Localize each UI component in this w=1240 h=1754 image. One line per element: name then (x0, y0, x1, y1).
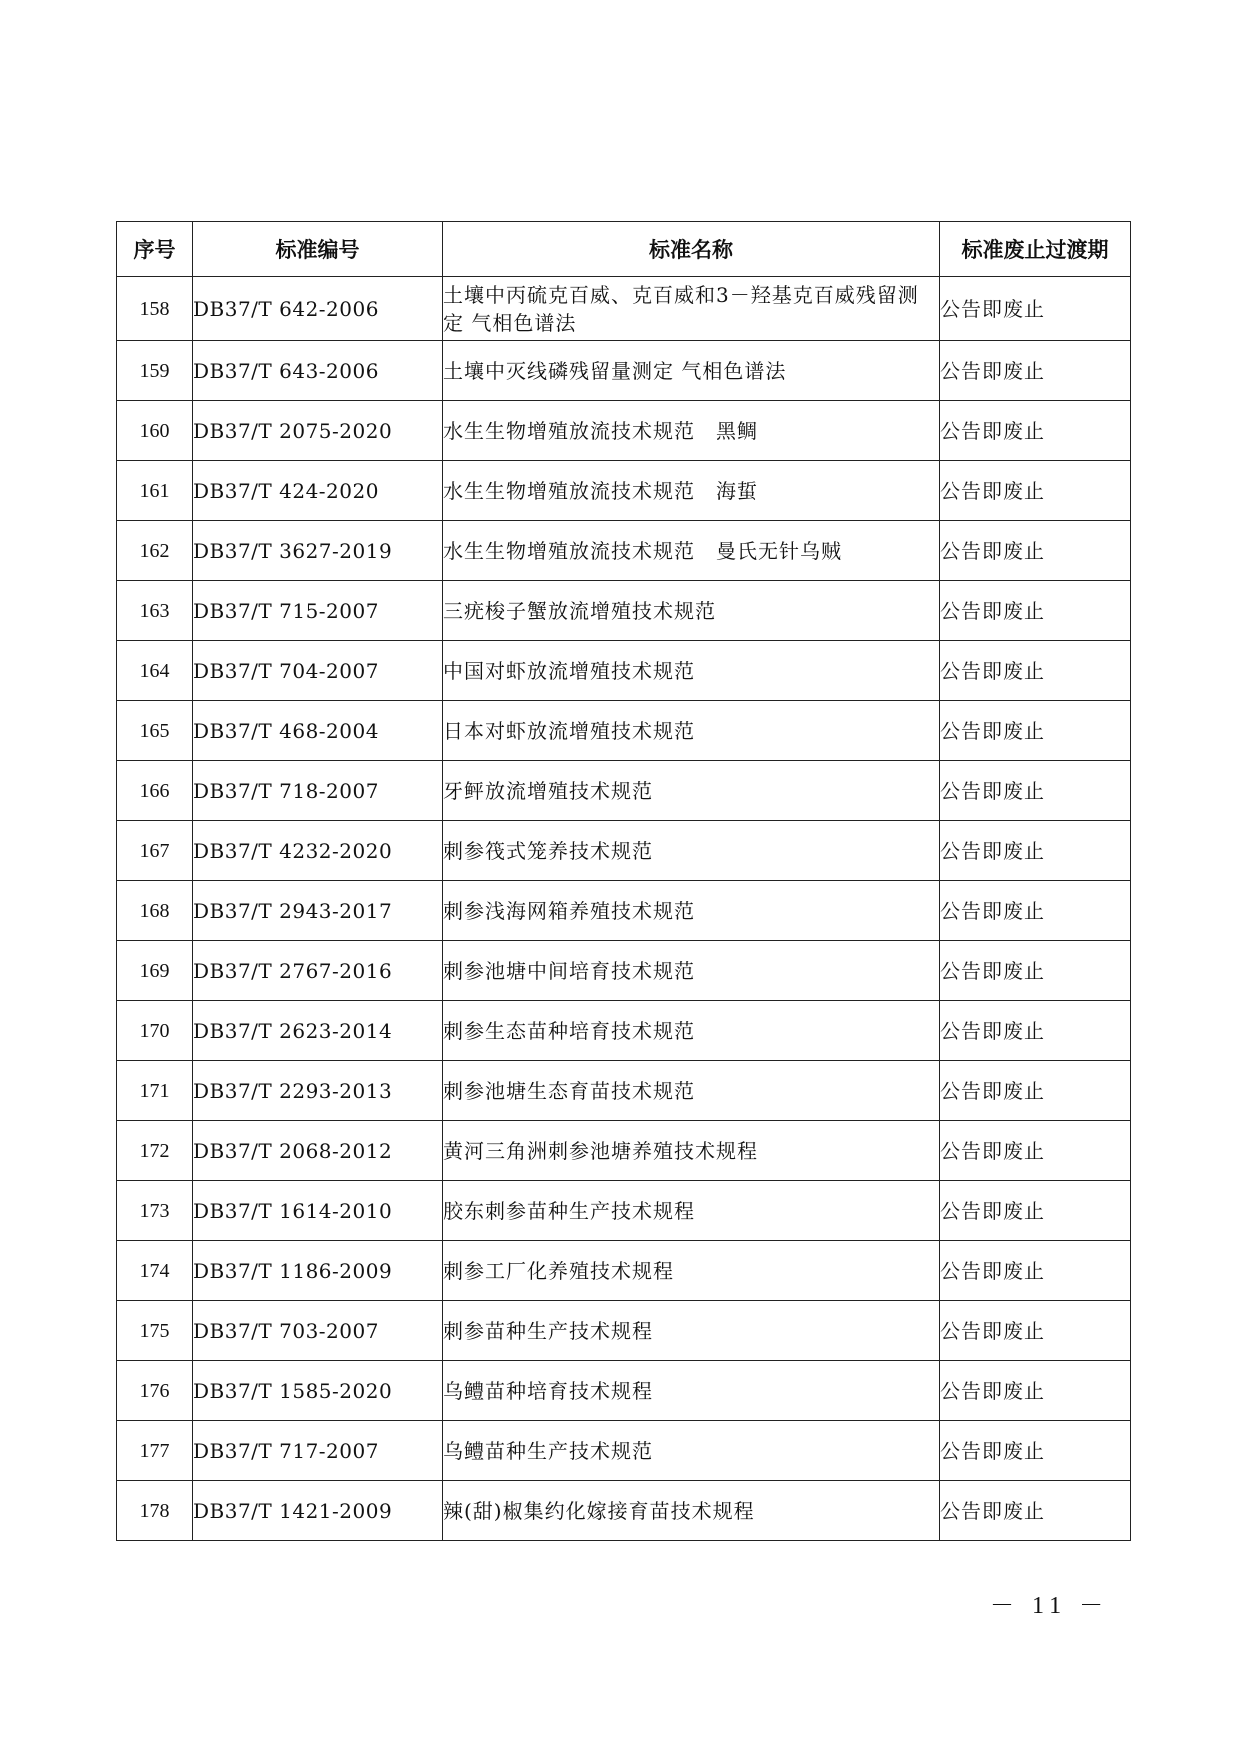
cell-seq: 176 (117, 1361, 193, 1421)
cell-period: 公告即废止 (940, 341, 1131, 401)
header-code: 标准编号 (193, 222, 443, 277)
table-row (117, 701, 1131, 761)
table-row (117, 941, 1131, 1001)
cell-name: 刺参工厂化养殖技术规程 (443, 1241, 940, 1301)
cell-name: 辣(甜)椒集约化嫁接育苗技术规程 (443, 1481, 940, 1541)
cell-period: 公告即废止 (940, 1181, 1131, 1241)
cell-code: DB37/T 2293-2013 (193, 1061, 443, 1121)
cell-name: 三疣梭子蟹放流增殖技术规范 (443, 581, 940, 641)
cell-name: 刺参池塘生态育苗技术规范 (443, 1061, 940, 1121)
table-row (117, 1481, 1131, 1541)
cell-name: 土壤中丙硫克百威、克百威和3－羟基克百威残留测定 气相色谱法 (443, 277, 940, 341)
cell-code: DB37/T 715-2007 (193, 581, 443, 641)
cell-seq: 167 (117, 821, 193, 881)
cell-period: 公告即废止 (940, 881, 1131, 941)
table-row (117, 1001, 1131, 1061)
cell-period: 公告即废止 (940, 1361, 1131, 1421)
cell-name: 中国对虾放流增殖技术规范 (443, 641, 940, 701)
table-header-row (117, 222, 1131, 277)
cell-name: 水生生物增殖放流技术规范 曼氏无针乌贼 (443, 521, 940, 581)
cell-period: 公告即废止 (940, 761, 1131, 821)
table-row (117, 461, 1131, 521)
cell-code: DB37/T 717-2007 (193, 1421, 443, 1481)
cell-seq: 169 (117, 941, 193, 1001)
cell-period: 公告即废止 (940, 1301, 1131, 1361)
table-row (117, 341, 1131, 401)
cell-code: DB37/T 424-2020 (193, 461, 443, 521)
cell-seq: 175 (117, 1301, 193, 1361)
cell-name: 水生生物增殖放流技术规范 黑鲷 (443, 401, 940, 461)
standards-abolition-table (116, 221, 1131, 1541)
cell-seq: 174 (117, 1241, 193, 1301)
cell-code: DB37/T 2075-2020 (193, 401, 443, 461)
cell-seq: 178 (117, 1481, 193, 1541)
cell-name: 牙鲆放流增殖技术规范 (443, 761, 940, 821)
table-row (117, 277, 1131, 341)
cell-seq: 163 (117, 581, 193, 641)
cell-name: 刺参苗种生产技术规程 (443, 1301, 940, 1361)
cell-name: 刺参生态苗种培育技术规范 (443, 1001, 940, 1061)
cell-seq: 161 (117, 461, 193, 521)
cell-code: DB37/T 1585-2020 (193, 1361, 443, 1421)
cell-code: DB37/T 704-2007 (193, 641, 443, 701)
cell-seq: 166 (117, 761, 193, 821)
table-row (117, 1421, 1131, 1481)
cell-seq: 164 (117, 641, 193, 701)
cell-name: 刺参池塘中间培育技术规范 (443, 941, 940, 1001)
cell-seq: 158 (117, 277, 193, 341)
cell-period: 公告即废止 (940, 1481, 1131, 1541)
cell-seq: 160 (117, 401, 193, 461)
cell-seq: 172 (117, 1121, 193, 1181)
cell-code: DB37/T 1614-2010 (193, 1181, 443, 1241)
cell-name: 土壤中灭线磷残留量测定 气相色谱法 (443, 341, 940, 401)
cell-code: DB37/T 718-2007 (193, 761, 443, 821)
table-row (117, 821, 1131, 881)
cell-period: 公告即废止 (940, 1001, 1131, 1061)
cell-seq: 165 (117, 701, 193, 761)
cell-name: 胶东刺参苗种生产技术规程 (443, 1181, 940, 1241)
table-row (117, 521, 1131, 581)
cell-name: 水生生物增殖放流技术规范 海蜇 (443, 461, 940, 521)
table-row (117, 401, 1131, 461)
cell-name: 刺参筏式笼养技术规范 (443, 821, 940, 881)
page-number: － 11 － (990, 1593, 1110, 1619)
cell-code: DB37/T 703-2007 (193, 1301, 443, 1361)
cell-period: 公告即废止 (940, 521, 1131, 581)
cell-period: 公告即废止 (940, 1061, 1131, 1121)
cell-code: DB37/T 4232-2020 (193, 821, 443, 881)
cell-code: DB37/T 1421-2009 (193, 1481, 443, 1541)
cell-seq: 170 (117, 1001, 193, 1061)
table-row (117, 1241, 1131, 1301)
table-row (117, 1361, 1131, 1421)
cell-period: 公告即废止 (940, 1121, 1131, 1181)
header-period: 标准废止过渡期 (940, 222, 1131, 277)
cell-code: DB37/T 642-2006 (193, 277, 443, 341)
cell-code: DB37/T 3627-2019 (193, 521, 443, 581)
cell-period: 公告即废止 (940, 277, 1131, 341)
cell-seq: 168 (117, 881, 193, 941)
cell-period: 公告即废止 (940, 461, 1131, 521)
cell-seq: 159 (117, 341, 193, 401)
cell-code: DB37/T 468-2004 (193, 701, 443, 761)
table-body (117, 277, 1131, 1541)
header-seq: 序号 (117, 222, 193, 277)
cell-seq: 171 (117, 1061, 193, 1121)
table-row (117, 761, 1131, 821)
table-row (117, 1301, 1131, 1361)
table-row (117, 581, 1131, 641)
table-row (117, 1061, 1131, 1121)
cell-code: DB37/T 643-2006 (193, 341, 443, 401)
cell-code: DB37/T 2068-2012 (193, 1121, 443, 1181)
table-row (117, 881, 1131, 941)
cell-period: 公告即废止 (940, 401, 1131, 461)
cell-period: 公告即废止 (940, 581, 1131, 641)
cell-name: 日本对虾放流增殖技术规范 (443, 701, 940, 761)
table-row (117, 1121, 1131, 1181)
cell-code: DB37/T 2623-2014 (193, 1001, 443, 1061)
cell-name: 乌鳢苗种培育技术规程 (443, 1361, 940, 1421)
cell-period: 公告即废止 (940, 641, 1131, 701)
cell-seq: 177 (117, 1421, 193, 1481)
table-row (117, 641, 1131, 701)
table-row (117, 1181, 1131, 1241)
cell-period: 公告即废止 (940, 821, 1131, 881)
cell-code: DB37/T 1186-2009 (193, 1241, 443, 1301)
cell-name: 刺参浅海网箱养殖技术规范 (443, 881, 940, 941)
cell-period: 公告即废止 (940, 1241, 1131, 1301)
cell-seq: 162 (117, 521, 193, 581)
cell-seq: 173 (117, 1181, 193, 1241)
cell-period: 公告即废止 (940, 1421, 1131, 1481)
cell-code: DB37/T 2943-2017 (193, 881, 443, 941)
cell-name: 黄河三角洲刺参池塘养殖技术规程 (443, 1121, 940, 1181)
cell-period: 公告即废止 (940, 701, 1131, 761)
cell-period: 公告即废止 (940, 941, 1131, 1001)
header-name: 标准名称 (443, 222, 940, 277)
cell-name: 乌鳢苗种生产技术规范 (443, 1421, 940, 1481)
cell-code: DB37/T 2767-2016 (193, 941, 443, 1001)
